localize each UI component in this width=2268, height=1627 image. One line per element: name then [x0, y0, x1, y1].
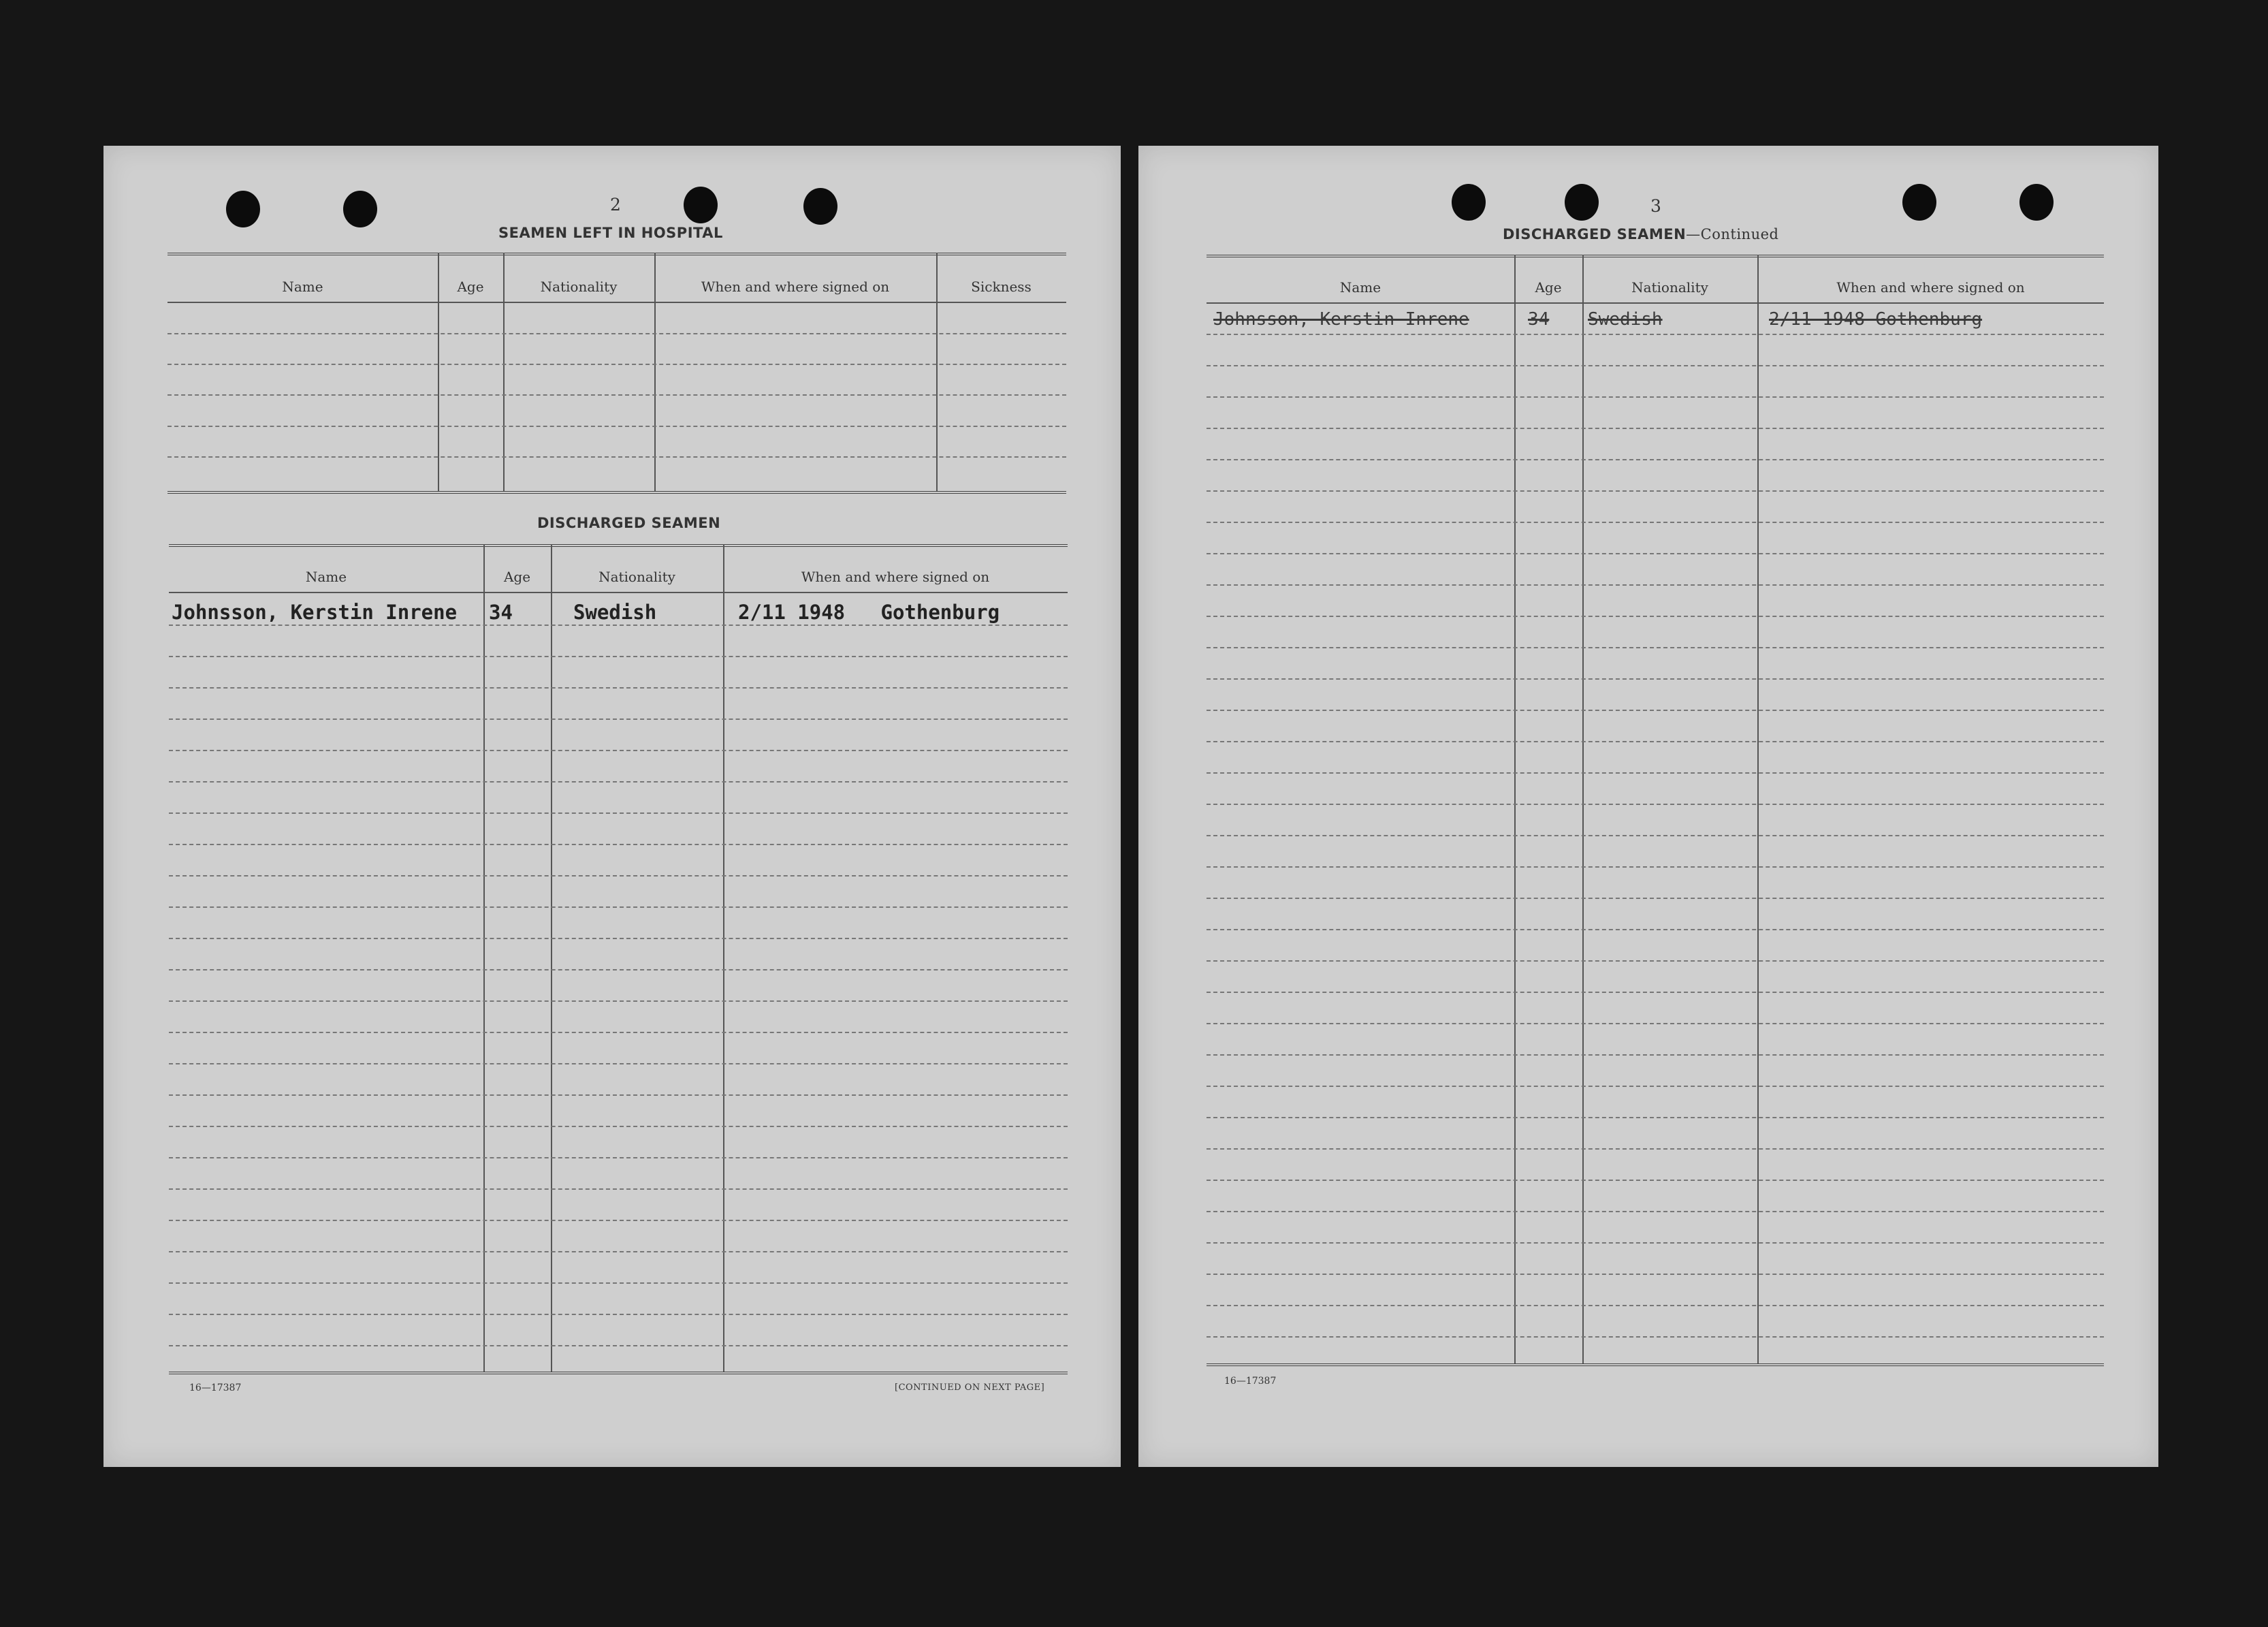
column-header-signed-on: When and where signed on — [701, 279, 890, 295]
punch-hole — [2019, 184, 2054, 221]
table-row — [169, 1126, 1068, 1127]
page-number: 3 — [1650, 196, 1661, 216]
table-row — [1207, 1305, 2104, 1306]
column-header-nationality: Nationality — [540, 279, 618, 295]
table-row — [169, 781, 1068, 783]
table-row — [169, 750, 1068, 751]
table-row — [167, 333, 1066, 334]
column-header-signed-on: When and where signed on — [801, 569, 990, 585]
table-row — [169, 656, 1068, 657]
table-row — [167, 426, 1066, 427]
table-row — [1207, 804, 2104, 805]
table-row — [1207, 1086, 2104, 1087]
table-row — [1207, 1242, 2104, 1244]
discharged-continued-table — [1207, 255, 2104, 1385]
table-row — [1207, 710, 2104, 711]
page-number: 2 — [610, 195, 621, 215]
discharged-continued-title-main: DISCHARGED SEAMEN — [1503, 226, 1687, 242]
table-row — [1207, 1336, 2104, 1338]
table-row — [169, 1188, 1068, 1190]
table-row — [169, 1157, 1068, 1158]
struck-signed-on-cell: 2/11 1948 Gothenburg — [1769, 309, 1983, 330]
header-divider — [1207, 302, 2104, 304]
table-row — [169, 1314, 1068, 1315]
struck-age-cell: 34 — [1528, 309, 1550, 330]
table-row — [1207, 1148, 2104, 1150]
discharged-nationality-cell: Swedish — [573, 601, 657, 624]
left-page — [103, 146, 1121, 1467]
table-row — [1207, 365, 2104, 366]
table-row — [1207, 1117, 2104, 1118]
table-row — [1207, 584, 2104, 586]
punch-hole — [226, 191, 260, 227]
punch-hole — [1902, 184, 1936, 221]
table-row — [167, 394, 1066, 396]
column-header-age: Age — [457, 279, 484, 295]
table-row — [1207, 678, 2104, 680]
column-header-name: Name — [305, 569, 347, 585]
table-row — [169, 1063, 1068, 1064]
table-row — [1207, 772, 2104, 774]
table-row — [169, 844, 1068, 845]
header-divider — [169, 592, 1068, 593]
table-row — [169, 969, 1068, 970]
column-header-age: Age — [503, 569, 531, 585]
table-bottom-rule — [167, 491, 1066, 494]
table-bottom-rule — [169, 1372, 1068, 1374]
form-code: 16—17387 — [189, 1383, 242, 1393]
continued-note: [CONTINUED ON NEXT PAGE] — [895, 1383, 1045, 1393]
punch-hole — [684, 187, 718, 223]
table-row — [169, 875, 1068, 876]
discharged-table — [169, 544, 1068, 1383]
table-row — [1207, 459, 2104, 460]
table-row — [169, 906, 1068, 908]
punch-hole — [803, 188, 837, 225]
table-row — [1207, 522, 2104, 523]
table-row — [169, 1032, 1068, 1033]
column-divider — [1757, 255, 1759, 1363]
table-row — [169, 1251, 1068, 1252]
table-row — [1207, 835, 2104, 836]
column-divider — [503, 253, 505, 491]
table-row — [167, 456, 1066, 458]
table-row — [1207, 1054, 2104, 1056]
struck-nationality-cell: Swedish — [1588, 309, 1663, 330]
table-row — [169, 718, 1068, 720]
form-code: 16—17387 — [1224, 1376, 1277, 1387]
column-divider — [936, 253, 938, 491]
column-divider — [1582, 255, 1584, 1363]
column-divider — [551, 544, 552, 1372]
column-divider — [723, 544, 724, 1372]
column-header-nationality: Nationality — [1631, 279, 1708, 296]
table-row — [169, 1000, 1068, 1002]
table-row — [1207, 1023, 2104, 1024]
punch-hole — [343, 191, 377, 227]
table-row — [1207, 741, 2104, 742]
table-top-rule — [167, 253, 1066, 255]
table-row — [169, 1220, 1068, 1221]
struck-name-cell: Johnsson, Kerstin Inrene — [1213, 309, 1469, 330]
punch-hole — [1452, 184, 1486, 221]
table-row — [169, 938, 1068, 939]
table-row — [1207, 866, 2104, 868]
column-header-name: Name — [282, 279, 323, 295]
table-row — [167, 364, 1066, 365]
table-row — [1207, 1180, 2104, 1181]
table-row — [169, 1345, 1068, 1346]
discharged-signed-on-cell: 2/11 1948 Gothenburg — [738, 601, 1000, 624]
table-row — [169, 625, 1068, 626]
table-row — [1207, 1274, 2104, 1275]
table-row — [169, 1094, 1068, 1096]
column-divider — [438, 253, 439, 491]
table-row — [1207, 490, 2104, 492]
column-divider — [654, 253, 656, 491]
table-top-rule — [1207, 255, 2104, 257]
column-divider — [483, 544, 485, 1372]
table-bottom-rule — [1207, 1363, 2104, 1366]
table-row — [1207, 1211, 2104, 1212]
discharged-continued-title — [1503, 226, 1778, 242]
header-divider — [167, 302, 1066, 303]
table-row — [169, 1282, 1068, 1284]
table-row — [1207, 616, 2104, 617]
table-top-rule — [169, 544, 1068, 547]
table-row — [1207, 929, 2104, 930]
table-row — [1207, 428, 2104, 429]
continued-suffix: —Continued — [1686, 226, 1779, 242]
column-divider — [1514, 255, 1516, 1363]
discharged-age-cell: 34 — [489, 601, 513, 624]
discharged-name-cell: Johnsson, Kerstin Inrene — [172, 601, 458, 624]
punch-hole — [1565, 184, 1599, 221]
table-row — [1207, 992, 2104, 993]
discharged-section-title: DISCHARGED SEAMEN — [537, 515, 721, 531]
right-page — [1138, 146, 2158, 1467]
table-row — [1207, 334, 2104, 335]
column-header-sickness: Sickness — [971, 279, 1032, 295]
column-header-name: Name — [1339, 279, 1381, 296]
table-row — [1207, 396, 2104, 398]
table-row — [1207, 553, 2104, 554]
table-row — [1207, 898, 2104, 899]
table-row — [169, 687, 1068, 689]
table-row — [1207, 647, 2104, 648]
table-row — [1207, 960, 2104, 962]
table-row — [169, 812, 1068, 814]
column-header-signed-on: When and where signed on — [1836, 279, 2025, 296]
column-header-nationality: Nationality — [598, 569, 675, 585]
hospital-section-title: SEAMEN LEFT IN HOSPITAL — [498, 225, 723, 241]
column-header-age: Age — [1535, 279, 1562, 296]
